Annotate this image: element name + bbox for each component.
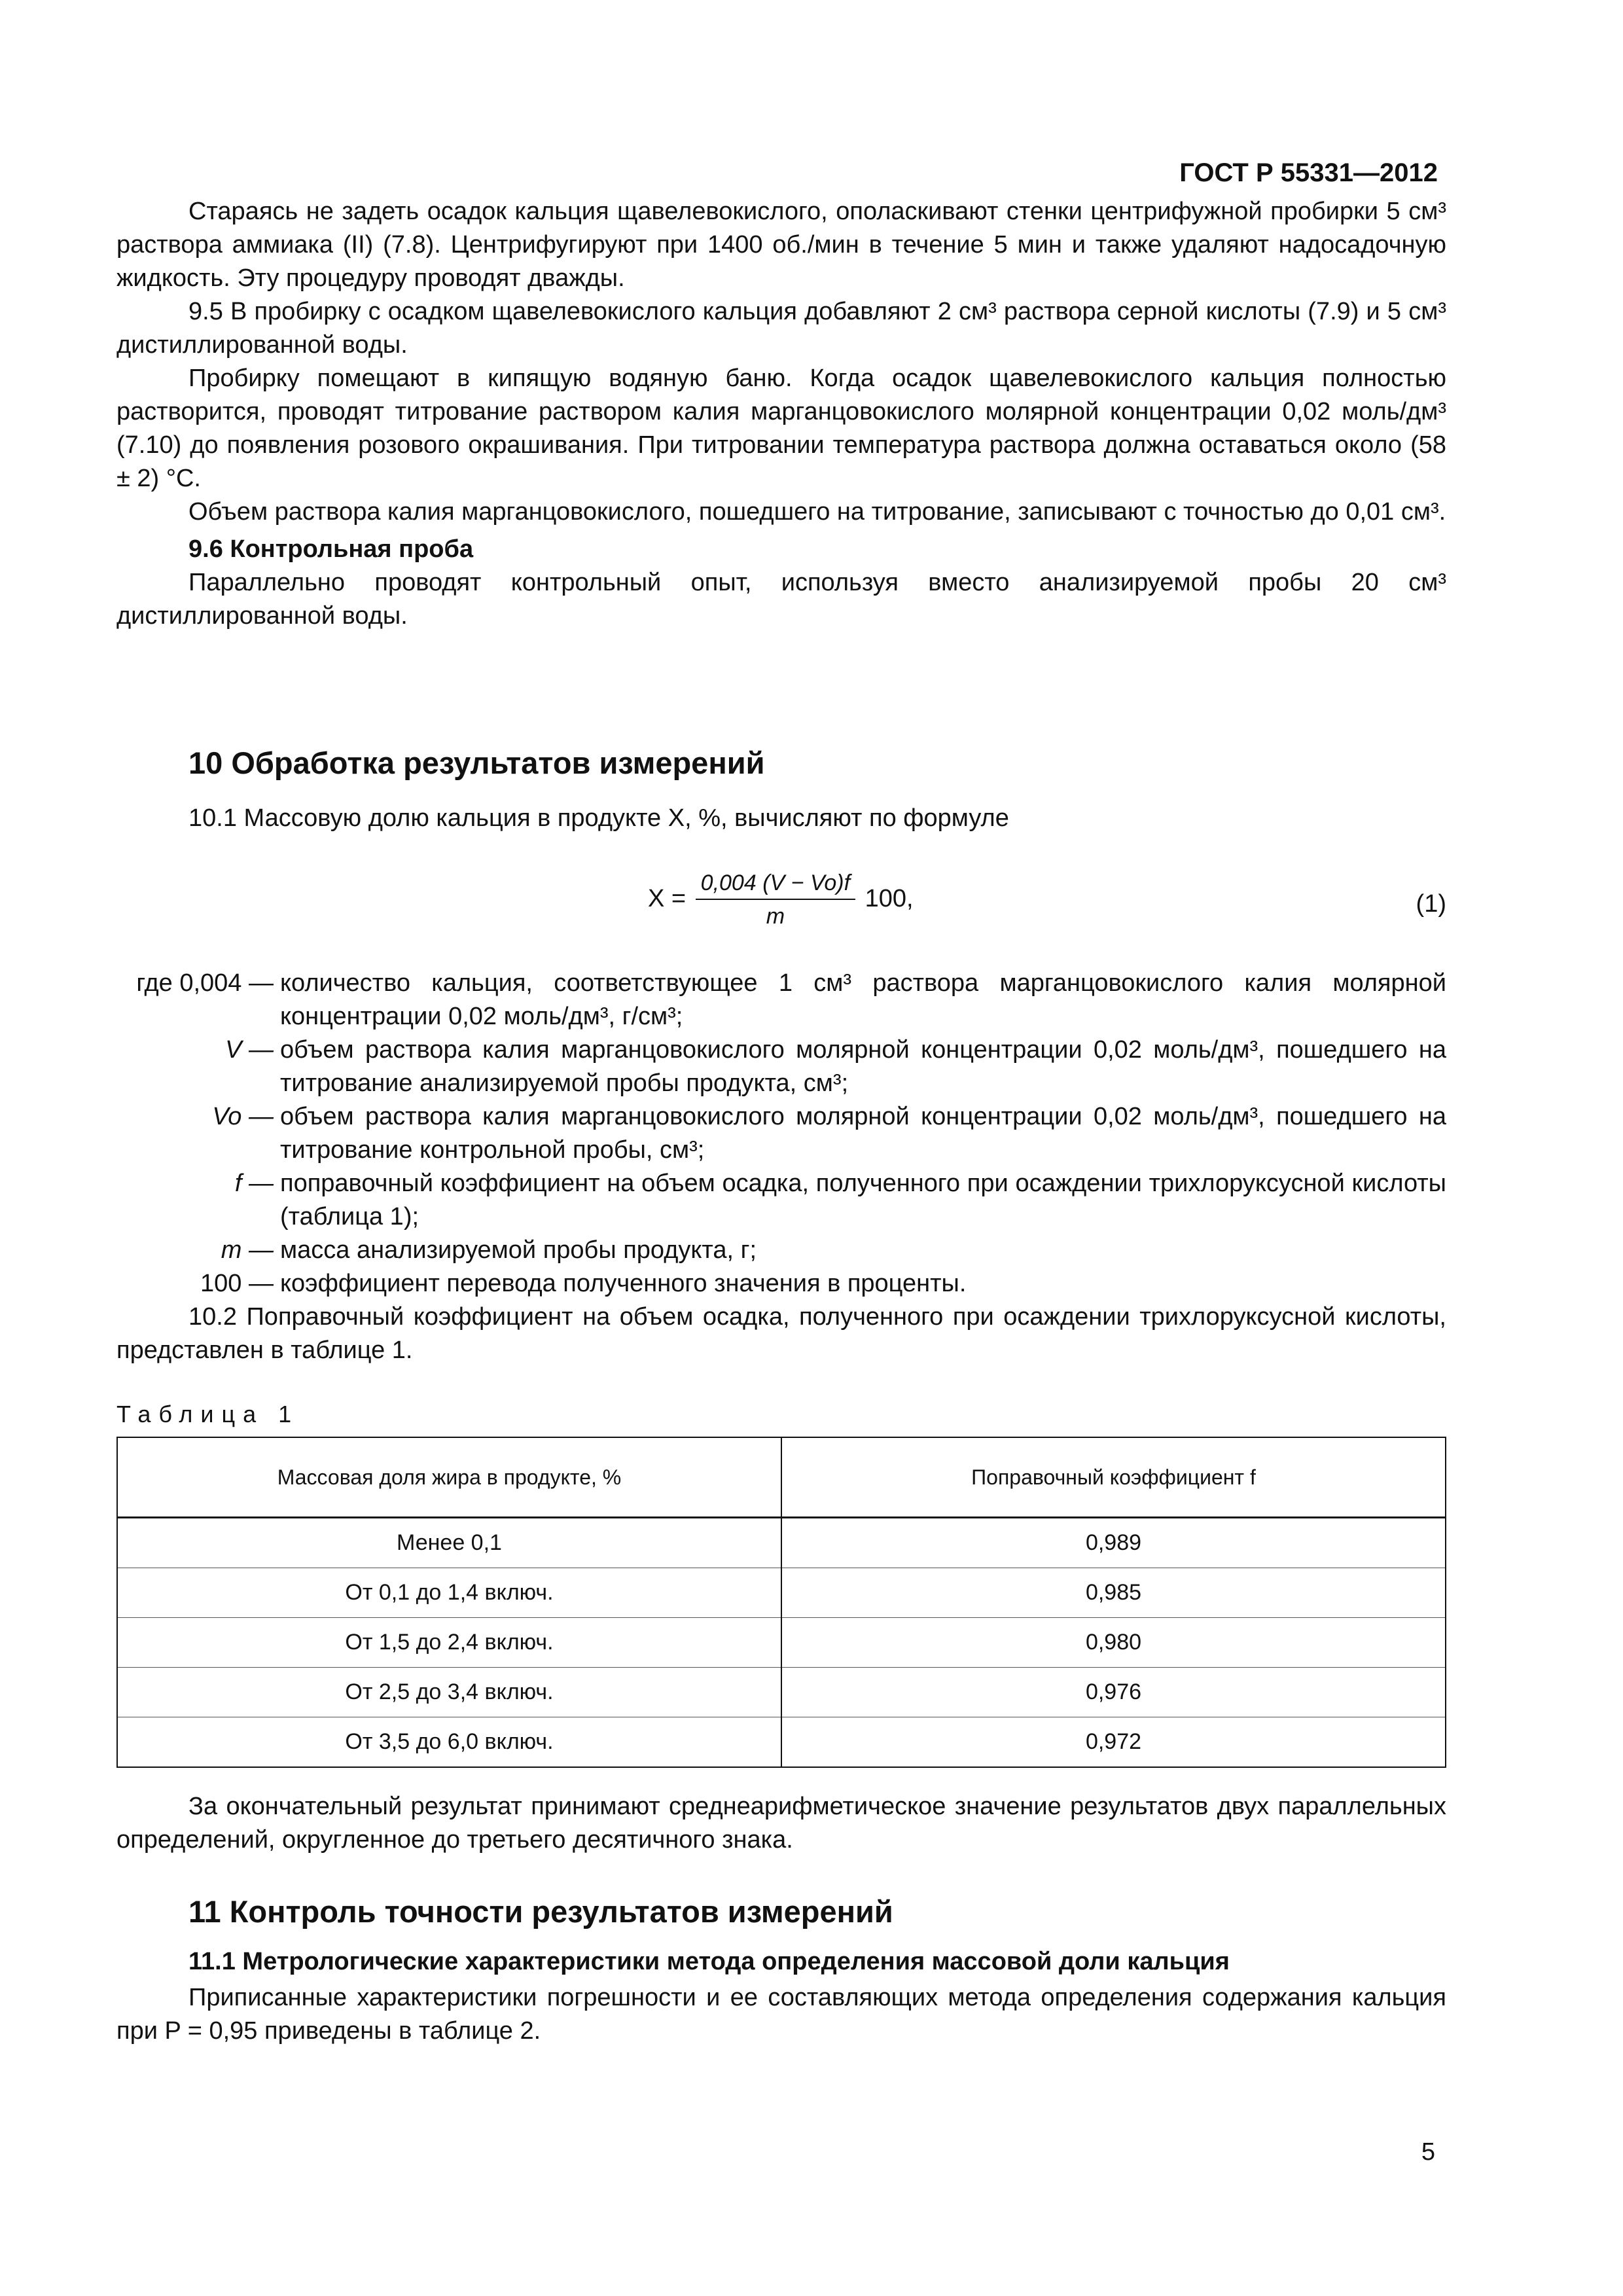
table-row: [117, 1618, 1446, 1668]
formula-fraction: [696, 870, 855, 929]
definition-symbol: V —: [225, 1036, 274, 1064]
table-1: [116, 1437, 1446, 1768]
table-cell: 0,989: [781, 1518, 1446, 1568]
paragraph: Стараясь не задеть осадок кальция щавелевокислого, ополаскивают стенки центрифужной пробирки 5 см³ раствора аммиака (II) (7.8). Центрифугируют при 1400 об./мин в течение 5 мин и также удаляют надосадочную жидкость. Эту процедуру проводят дважды.: [116, 198, 1446, 292]
section-11-1-text: Приписанные характеристики погрешности и ее составляющих метода определения содержания кальция при P = 0,95 приведены в таблице 2.: [116, 1984, 1446, 2045]
table-row: [117, 1668, 1446, 1717]
paragraph-after-table: За окончательный результат принимают среднеарифметическое значение результатов двух параллельных определений, округленное до третьего десятичного знака.: [116, 1793, 1446, 1854]
paragraph: Пробирку помещают в кипящую водяную баню. Когда осадок щавелевокислого кальция полностью растворится, проводят титрование раствором калия марганцовокислого молярной концентрации 0,02 моль/дм³ (7.10) до появления розового окрашивания. При титровании температура раствора должна оставаться около (58 ± 2) °С.: [116, 365, 1446, 492]
table-header-cell: Поправочный коэффициент f: [781, 1437, 1446, 1518]
definition-symbol: Vo —: [212, 1103, 274, 1130]
definition-text: масса анализируемой пробы продукта, г;: [280, 1236, 757, 1264]
definition-item: [116, 967, 1446, 1033]
section-9-6-text: Параллельно проводят контрольный опыт, используя вместо анализируемой пробы 20 см³ дистиллированной воды.: [116, 569, 1446, 630]
table-row: [117, 1717, 1446, 1768]
table-header-cell: Массовая доля жира в продукте, %: [117, 1437, 781, 1518]
definition-text: объем раствора калия марганцовокислого молярной концентрации 0,02 моль/дм³, пошедшего на титрование анализируемой пробы продукта, см³;: [280, 1036, 1446, 1097]
formula-tail: 100,: [865, 885, 914, 913]
table-cell: От 0,1 до 1,4 включ.: [117, 1568, 781, 1618]
section-10-title: 10 Обработка результатов измерений: [188, 745, 765, 780]
section-11-1-title: 11.1 Метрологические характеристики метода определения массовой доли кальция: [188, 1948, 1230, 1975]
definition-item: [116, 1234, 1446, 1267]
table-row: [117, 1568, 1446, 1618]
table-row: [117, 1518, 1446, 1568]
paragraph-10-1: 10.1 Массовую долю кальция в продукте X, %, вычисляют по формуле: [188, 804, 1009, 832]
section-11-title: 11 Контроль точности результатов измерений: [188, 1894, 893, 1929]
definition-text: объем раствора калия марганцовокислого молярной концентрации 0,02 моль/дм³, пошедшего на титрование контрольной пробы, см³;: [280, 1103, 1446, 1164]
paragraph: Объем раствора калия марганцовокислого, пошедшего на титрование, записывают с точностью до 0,01 см³.: [188, 498, 1446, 526]
paragraph-9-5: 9.5 В пробирку с осадком щавелевокислого кальция добавляют 2 см³ раствора серной кислоты (7.9) и 5 см³ дистиллированной воды.: [116, 298, 1446, 359]
section-9-6-title: 9.6 Контрольная проба: [188, 535, 474, 563]
definition-text: коэффициент перевода полученного значения в проценты.: [280, 1270, 967, 1297]
paragraph-10-2: 10.2 Поправочный коэффициент на объем осадка, полученного при осаждении трихлоруксусной кислоты, представлен в таблице 1.: [116, 1303, 1446, 1364]
definition-symbol: f —: [234, 1170, 274, 1197]
table-cell: 0,985: [781, 1568, 1446, 1618]
definition-text: количество кальция, соответствующее 1 см³ раствора марганцовокислого калия молярной концентрации 0,02 моль/дм³, г/см³;: [280, 969, 1446, 1030]
table-cell: От 2,5 до 3,4 включ.: [117, 1668, 781, 1717]
table-cell: 0,976: [781, 1668, 1446, 1717]
definition-symbol: где 0,004 —: [136, 969, 274, 997]
definition-item: [116, 1267, 1446, 1300]
definition-item: [116, 1100, 1446, 1167]
section-10: [116, 746, 1446, 835]
formula-numerator: 0,004 (V − Vo)f: [696, 870, 855, 900]
definition-item: [116, 1033, 1446, 1100]
formula-number: (1): [1416, 890, 1446, 918]
table-cell: От 3,5 до 6,0 включ.: [117, 1717, 781, 1768]
definition-item: [116, 1167, 1446, 1234]
formula-definitions: [116, 967, 1446, 1367]
table-header-row: [117, 1437, 1446, 1518]
table-cell: 0,980: [781, 1618, 1446, 1668]
definition-symbol: m —: [221, 1236, 274, 1264]
table-cell: От 1,5 до 2,4 включ.: [117, 1618, 781, 1668]
table-cell: 0,972: [781, 1717, 1446, 1768]
section-11: [116, 1790, 1446, 2048]
table-cell: Менее 0,1: [117, 1518, 781, 1568]
document-id: ГОСТ Р 55331—2012: [1179, 158, 1438, 187]
formula-lhs: X =: [648, 885, 687, 913]
definition-text: поправочный коэффициент на объем осадка, полученного при осаждении трихлоруксусной кислоты (таблица 1);: [280, 1170, 1446, 1230]
page-number: 5: [1421, 2138, 1435, 2166]
formula-denominator: m: [766, 904, 785, 929]
section-9-continued: [116, 195, 1446, 633]
definition-symbol: 100 —: [200, 1270, 274, 1297]
table-caption: Таблица 1: [116, 1401, 300, 1427]
formula: [648, 870, 914, 929]
